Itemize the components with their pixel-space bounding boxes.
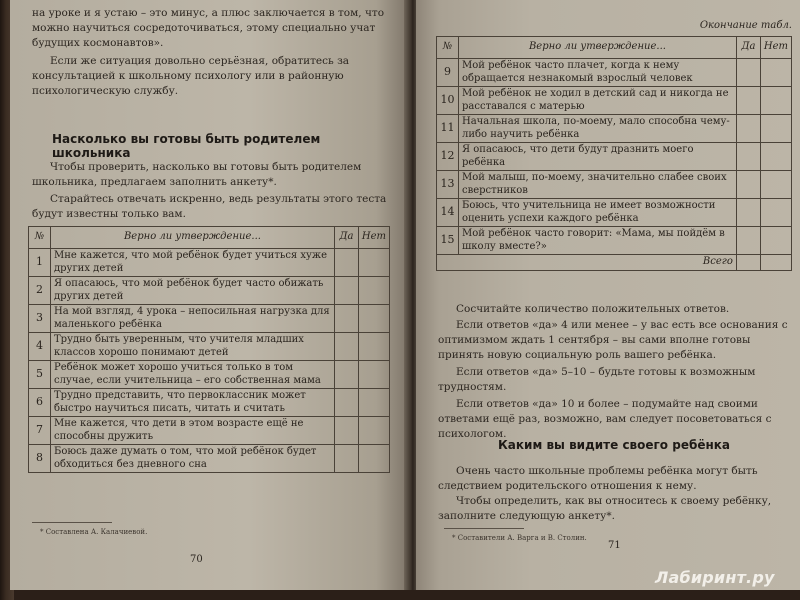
table-row <box>29 249 390 277</box>
row-statement: Ребёнок может хорошо учиться только в том случае, если учительница – его собственная мама <box>51 361 335 389</box>
col-no-header: Нет <box>358 227 389 249</box>
row-no-cell <box>358 445 389 473</box>
row-yes-cell <box>736 59 760 87</box>
total-row <box>437 255 792 271</box>
row-number: 15 <box>437 227 459 255</box>
section-heading: Насколько вы готовы быть родителем школьника <box>52 132 321 160</box>
right-page <box>416 0 800 590</box>
row-statement: Мне кажется, что мой ребёнок будет учиться хуже других детей <box>51 249 335 277</box>
page-number-2: 71 <box>608 540 621 551</box>
row-yes-cell <box>334 305 358 333</box>
row-yes-cell <box>736 227 760 255</box>
total-no-cell <box>760 255 791 271</box>
row-number: 10 <box>437 87 459 115</box>
table-row <box>437 227 792 255</box>
row-no-cell <box>358 305 389 333</box>
row-statement: Мой ребёнок часто плачет, когда к нему обращается незнакомый взрослый человек <box>459 59 737 87</box>
col-number-header: № <box>437 37 459 59</box>
table-continuation-label: Окончание табл. <box>699 20 792 31</box>
sincerity-paragraph: Старайтесь отвечать искренно, ведь результаты этого теста будут известны только вам. <box>32 193 387 220</box>
col-no-header: Нет <box>760 37 791 59</box>
watermark-logo: Лабиринт.ру <box>655 568 775 587</box>
row-no-cell <box>760 227 791 255</box>
row-number: 2 <box>29 277 51 305</box>
row-number: 8 <box>29 445 51 473</box>
table-row <box>29 389 390 417</box>
left-page <box>10 0 408 590</box>
table-row <box>437 87 792 115</box>
total-yes-cell <box>736 255 760 271</box>
row-number: 4 <box>29 333 51 361</box>
row-statement: Трудно быть уверенным, что учителя младших классов хорошо понимают детей <box>51 333 335 361</box>
footnote: * Составлена А. Калачиевой. <box>40 528 148 536</box>
row-statement: Боюсь даже думать о том, что мой ребёнок будет обходиться без дневного сна <box>51 445 335 473</box>
row-no-cell <box>760 199 791 227</box>
row-no-cell <box>760 87 791 115</box>
row-yes-cell <box>334 361 358 389</box>
result-low-paragraph: Если ответов «да» 4 или менее – у вас есть все основания с оптимизмом ждать 1 сентября – вы сами вполне готовы принять новую социальную роль вашего ребёнка. <box>438 319 788 361</box>
row-no-cell <box>358 249 389 277</box>
problems-paragraph: Очень часто школьные проблемы ребёнка могут быть следствием родительского отношения к нему. <box>438 465 758 492</box>
row-statement: Мой малыш, по-моему, значительно слабее своих сверстников <box>459 171 737 199</box>
row-number: 11 <box>437 115 459 143</box>
row-statement: Мой ребёнок часто говорит: «Мама, мы пойдём в школу вместе?» <box>459 227 737 255</box>
table-row <box>437 199 792 227</box>
count-paragraph: Сосчитайте количество положительных ответов. <box>456 303 730 315</box>
row-no-cell <box>358 417 389 445</box>
table-row <box>29 305 390 333</box>
row-statement: Мой ребёнок не ходил в детский сад и никогда не расставался с матерью <box>459 87 737 115</box>
row-yes-cell <box>334 445 358 473</box>
col-statement-header: Верно ли утверждение... <box>459 37 737 59</box>
result-mid-paragraph: Если ответов «да» 5–10 – будьте готовы к возможным трудностям. <box>438 366 756 393</box>
row-no-cell <box>760 115 791 143</box>
row-no-cell <box>358 361 389 389</box>
row-no-cell <box>760 59 791 87</box>
row-no-cell <box>760 143 791 171</box>
table-row <box>29 277 390 305</box>
row-yes-cell <box>334 417 358 445</box>
footnote-rule-2 <box>444 528 524 529</box>
row-number: 7 <box>29 417 51 445</box>
row-number: 6 <box>29 389 51 417</box>
row-yes-cell <box>736 115 760 143</box>
row-yes-cell <box>736 143 760 171</box>
col-number-header: № <box>29 227 51 249</box>
col-statement-header: Верно ли утверждение... <box>51 227 335 249</box>
table-row <box>437 143 792 171</box>
row-number: 3 <box>29 305 51 333</box>
row-yes-cell <box>736 87 760 115</box>
row-yes-cell <box>334 249 358 277</box>
row-number: 1 <box>29 249 51 277</box>
questionnaire-table <box>28 226 390 473</box>
page-number: 70 <box>190 554 203 565</box>
footnote-2: * Составители А. Варга и В. Столин. <box>452 534 587 542</box>
table-row <box>29 361 390 389</box>
col-yes-header: Да <box>736 37 760 59</box>
row-statement: Трудно представить, что первоклассник может быстро научиться писать, читать и считать <box>51 389 335 417</box>
row-number: 9 <box>437 59 459 87</box>
questionnaire-table-continued <box>436 36 792 271</box>
table-header-row <box>29 227 390 249</box>
row-statement: Мне кажется, что дети в этом возрасте ещё не способны дружить <box>51 417 335 445</box>
total-label: Всего <box>437 255 737 271</box>
row-number: 12 <box>437 143 459 171</box>
row-statement: Я опасаюсь, что мой ребёнок будет часто обижать других детей <box>51 277 335 305</box>
row-no-cell <box>358 389 389 417</box>
table-row <box>29 445 390 473</box>
row-no-cell <box>358 277 389 305</box>
col-yes-header: Да <box>334 227 358 249</box>
row-yes-cell <box>334 277 358 305</box>
row-statement: Я опасаюсь, что дети будут дразнить моего ребёнка <box>459 143 737 171</box>
row-statement: На мой взгляд, 4 урока – непосильная нагрузка для маленького ребёнка <box>51 305 335 333</box>
row-yes-cell <box>736 199 760 227</box>
consult-paragraph: Если же ситуация довольно серьёзная, обратитесь за консультацией к школьному психологу или в районную психологическую службу. <box>32 55 350 97</box>
table-row <box>437 115 792 143</box>
table-header-row <box>437 37 792 59</box>
table-row <box>29 417 390 445</box>
row-number: 5 <box>29 361 51 389</box>
result-high-paragraph: Если ответов «да» 10 и более – подумайте над своими ответами ещё раз, возможно, вам следует посоветоваться с психологом. <box>438 398 772 440</box>
instruction-paragraph: Чтобы проверить, насколько вы готовы быть родителем школьника, предлагаем заполнить анкету*. <box>32 161 362 188</box>
row-no-cell <box>358 333 389 361</box>
footnote-rule <box>32 522 112 523</box>
table-row <box>437 171 792 199</box>
row-yes-cell <box>736 171 760 199</box>
row-no-cell <box>760 171 791 199</box>
table-row <box>29 333 390 361</box>
row-yes-cell <box>334 389 358 417</box>
section-heading-2: Каким вы видите своего ребёнка <box>498 438 731 452</box>
row-number: 13 <box>437 171 459 199</box>
row-yes-cell <box>334 333 358 361</box>
row-statement: Начальная школа, по-моему, мало способна чему-либо научить ребёнка <box>459 115 737 143</box>
row-number: 14 <box>437 199 459 227</box>
table-row <box>437 59 792 87</box>
intro-paragraph: на уроке и я устаю – это минус, а плюс заключается в том, что можно научиться сосредоточиваться, этому специально учат будущих космонавтов». <box>32 7 385 49</box>
attitude-paragraph: Чтобы определить, как вы относитесь к своему ребёнку, заполните следующую анкету*. <box>438 495 772 522</box>
row-statement: Боюсь, что учительница не имеет возможности оценить успехи каждого ребёнка <box>459 199 737 227</box>
